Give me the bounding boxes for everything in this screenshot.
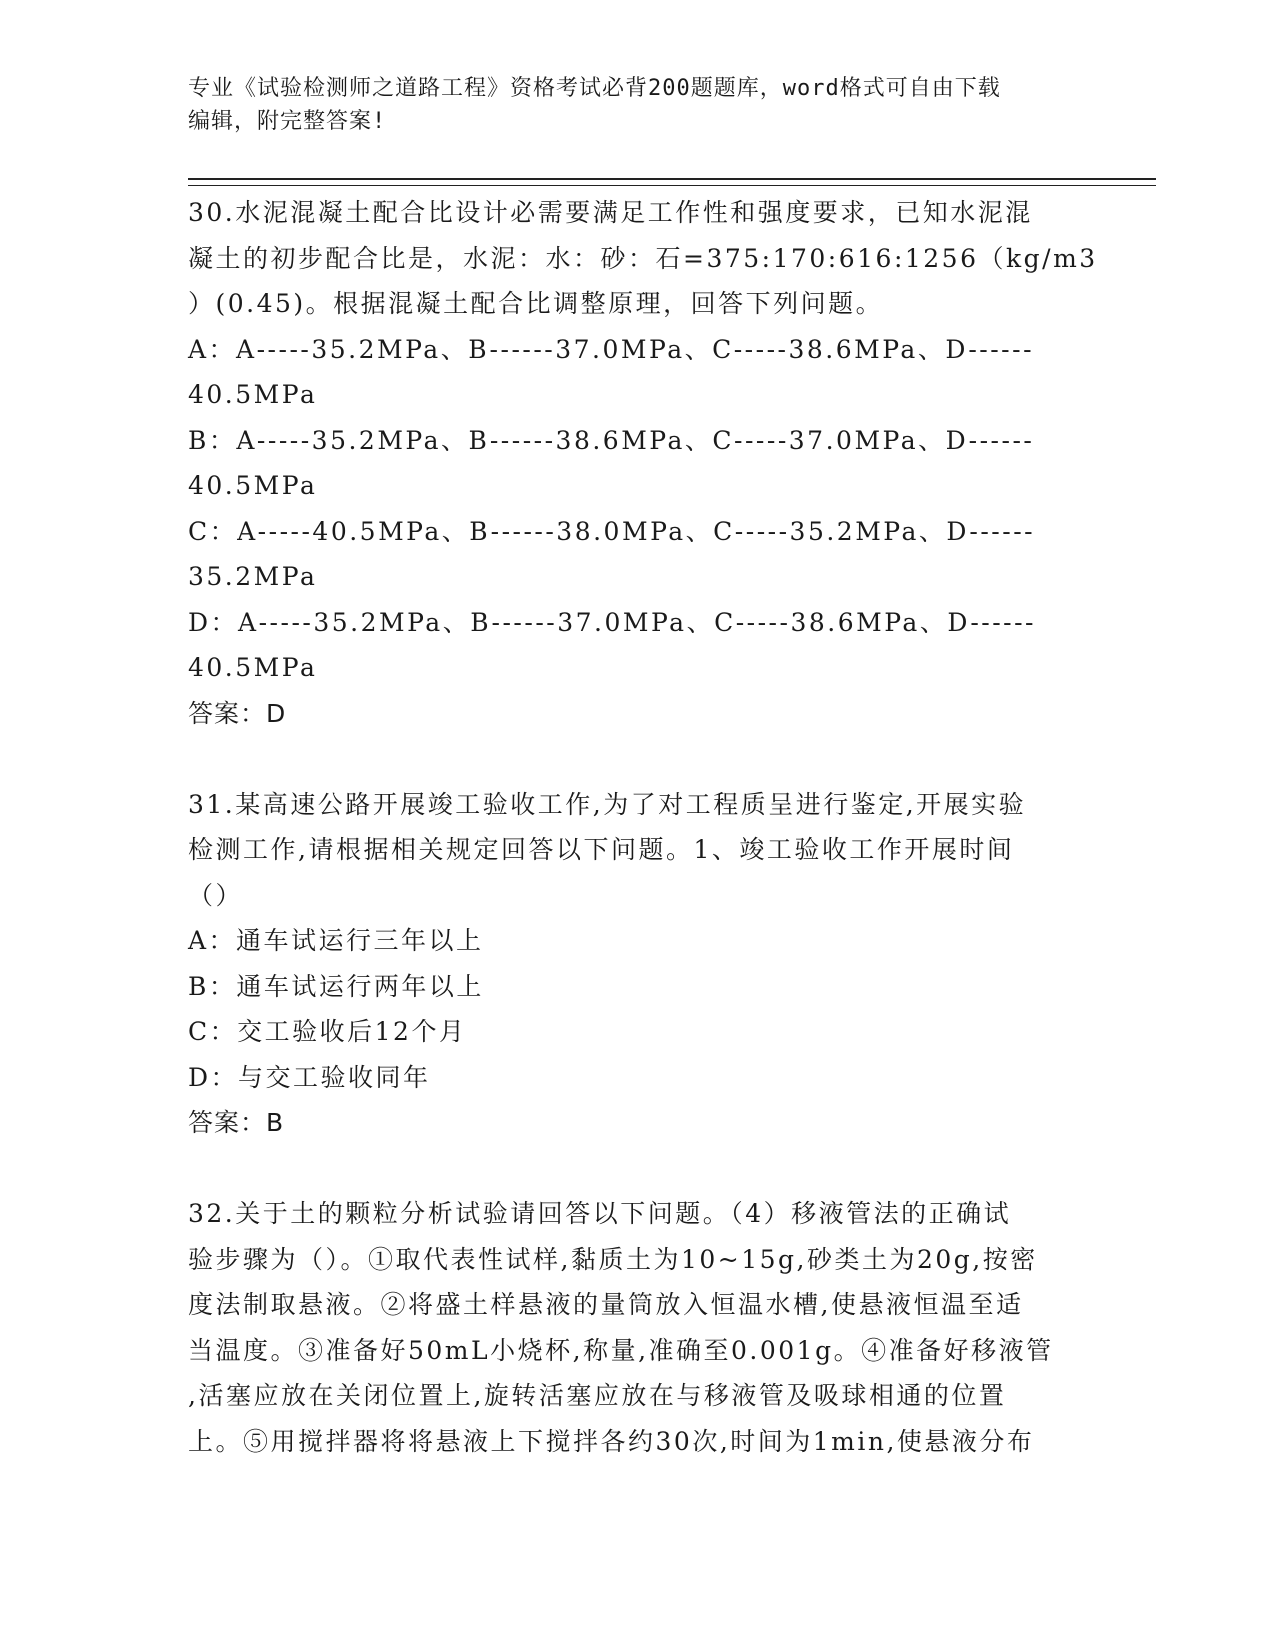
answer-label: 答案：D [188,698,287,728]
option-a: A：通车试运行三年以上 [188,926,484,955]
question-text-line: 验步骤为（）。①取代表性试样,黏质土为10~15g,砂类土为20g,按密 [188,1244,1038,1274]
question-text-line: 上。⑤用搅拌器将将悬液上下搅拌各约30次,时间为1min,使悬液分布 [188,1426,1035,1456]
header-divider-thick [188,178,1156,180]
header-divider-thin [188,185,1156,186]
question-list [188,190,1098,1464]
question-text-line: 度法制取悬液。②将盛土样悬液的量筒放入恒温水槽,使悬液恒温至适 [188,1290,1024,1319]
question-text-line: ,活塞应放在关闭位置上,旋转活塞应放在与移液管及吸球相通的位置 [188,1381,1007,1410]
question-text-line: 32.关于土的颗粒分析试验请回答以下问题。（4）移液管法的正确试 [188,1199,1012,1228]
question-spacer [188,736,1088,782]
question-text-line: （） [188,880,244,910]
page-header [188,72,1088,138]
option-b: B：通车试运行两年以上 [188,971,484,1001]
option-a: A：A-----35.2MPa、B------37.0MPa、C-----38.6MPa、D------ [188,334,1035,364]
option-c: C：A-----40.5MPa、B------38.0MPa、C-----35.2MPa、D------ [188,516,1036,546]
question-31 [188,782,1088,1146]
question-text-line: 当温度。③准备好50mL小烧杯,称量,准确至0.001g。④准备好移液管 [188,1335,1054,1365]
option-c-continued: 35.2MPa [188,562,318,591]
question-text-line: 30.水泥混凝土配合比设计必需要满足工作性和强度要求，已知水泥混 [188,198,1033,227]
question-32 [188,1191,1088,1464]
header-line-1: 专业《试验检测师之道路工程》资格考试必背200题题库，word格式可自由下载 [188,76,1001,101]
option-b: B：A-----35.2MPa、B------38.6MPa、C-----37.0MPa、D------ [188,425,1035,455]
option-a-continued: 40.5MPa [188,380,318,409]
question-text-line: 31.某高速公路开展竣工验收工作,为了对工程质呈进行鉴定,开展实验 [188,789,1027,819]
header-line-2: 编辑，附完整答案! [188,109,387,134]
question-text-line: 凝土的初步配合比是，水泥：水：砂：石=375:170:616:1256（kg/m3 [188,243,1098,273]
question-text-line: 检测工作,请根据相关规定回答以下问题。1、竣工验收工作开展时间 [188,835,1015,864]
question-spacer [188,1146,1088,1192]
question-30 [188,190,1098,736]
option-c: C：交工验收后12个月 [188,1017,467,1046]
option-d-continued: 40.5MPa [188,653,318,682]
answer-label: 答案：B [188,1108,285,1137]
option-d: D：与交工验收同年 [188,1062,431,1092]
question-text-line: ）(0.45)。根据混凝土配合比调整原理，回答下列问题。 [188,289,884,318]
option-d: D：A-----35.2MPa、B------37.0MPa、C-----38.6MPa、D------ [188,607,1037,637]
option-b-continued: 40.5MPa [188,471,318,500]
